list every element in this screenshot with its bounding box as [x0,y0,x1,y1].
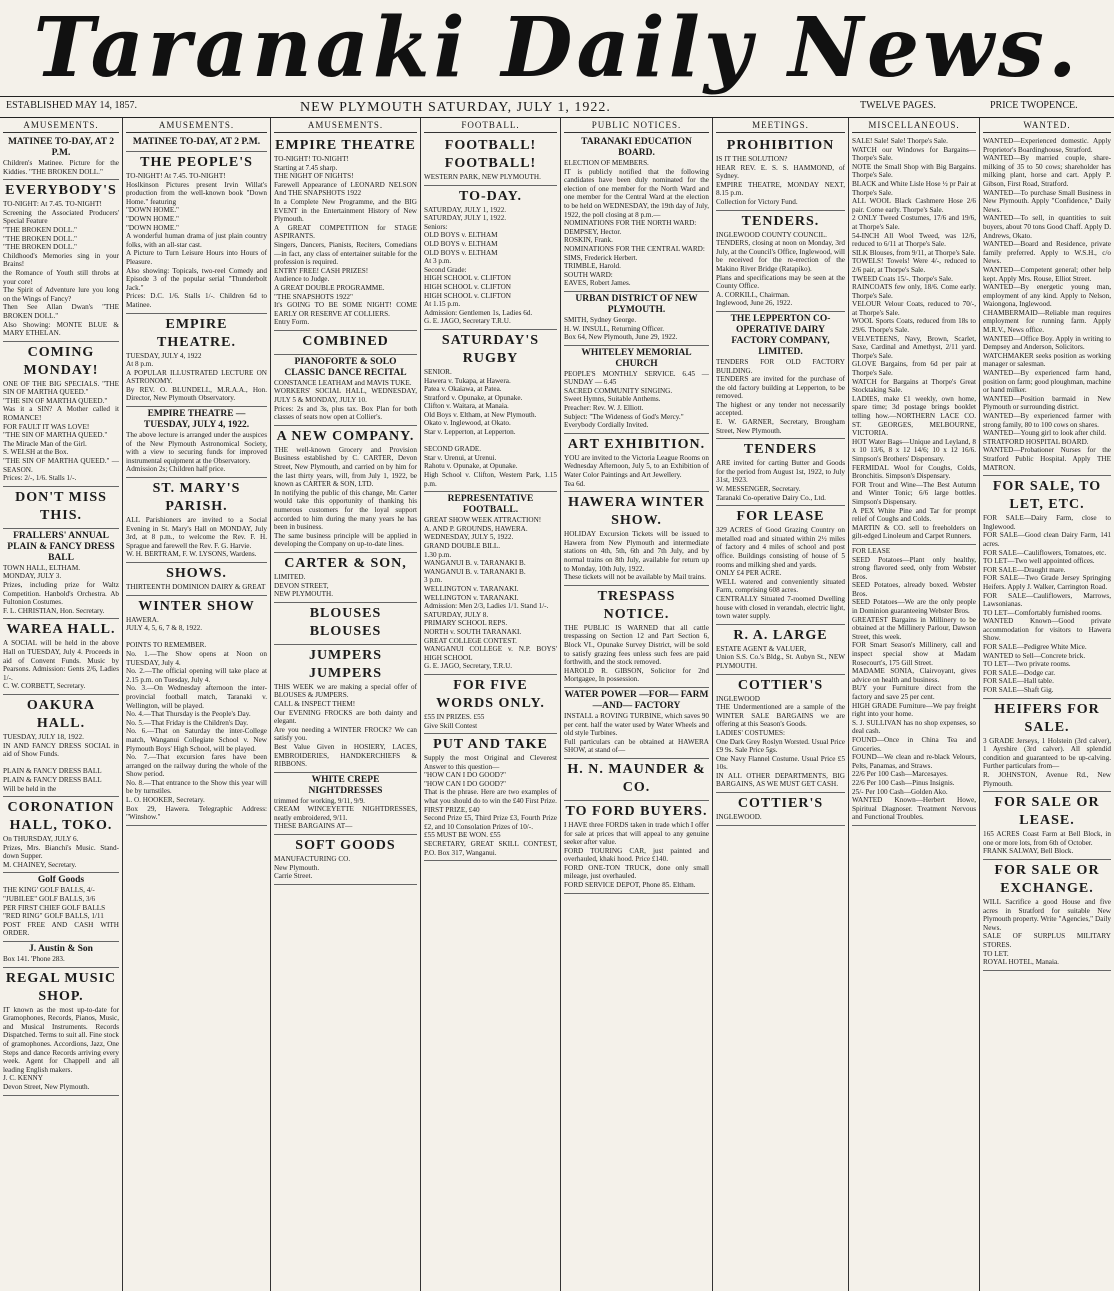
advertisement [126,407,267,478]
column-heading: AMUSEMENTS. [274,118,417,133]
ad-body: Supply the most Original and Cleverest Answer to this question— "HOW CAN I DO GOOD?" "HOW CAN I DO GOOD?" That is the phrase. Here are two examples of what you should do to win the £40 First Prize. FIRST PRIZE, £40 Second Prize £5, Third Prize £3, Fourth Prize £2, and 10 Consolation Prizes of 10/-. £55 MUST BE WON. £55 SECRETARY, GREAT SKILL CONTEST, P.O. Box 317, Wanganui. [424,754,557,857]
ad-headline: A NEW COMPANY. [276,428,415,444]
ad-headline: WINTER SHOW [138,598,255,614]
column-heading: PUBLIC NOTICES. [564,118,709,133]
ad-headline: H. N. MAUNDER & CO. [567,761,706,795]
advertisement [716,625,845,675]
ad-headline: PIANOFORTE & SOLO CLASSIC DANCE RECITAL [284,356,407,378]
column-heading: AMUSEMENTS. [3,118,119,133]
advertisement [716,506,845,625]
advertisement [424,675,557,734]
ad-headline: TO-DAY. [459,188,522,204]
ad-headline: EVERYBODY'S [5,183,117,199]
page-count: TWELVE PAGES. [860,100,936,111]
ad-body: SENIOR. Hawera v. Tukapa, at Hawera. Patea v. Okaiawa, at Patea. Stratford v. Opunake, at Opunake. Clifton v. Waitara, at Manaia. Old Boys v. Eltham, at New Plymouth. Okato v. Inglewood, at Okato. Star v. Lepperton, at Lepperton. SECOND GRADE. Star v. Urenui, at Urenui. Rahotu v. Opunake, at Opunake. High School v. Clifton, Western Park, 1.15 p.m. [424,367,557,488]
advertisement [3,529,119,620]
column-1 [0,118,123,1291]
advertisement [126,478,267,563]
ad-body: MANUFACTURING CO. New Plymouth. Carrie Street. [274,855,351,881]
ad-body: A SOCIAL will be held in the above Hall on TUESDAY, July 4. Proceeds in aid of Convent Funds. Music by Pearsons. Admission: Gents 2/6, Ladies 1/-. C. W. CORBETT, Secretary. [3,639,119,691]
column-heading: MEETINGS. [716,118,845,133]
ad-body: PEOPLE'S MONTHLY SERVICE. 6.45 — SUNDAY — 6.45 SACRED COMMUNITY SINGING. Sweet Hymns, Suitable Anthems. Preacher: Rev. W. J. Elliott. Subject: "The Wideness of God's Mercy." Everybody Cordially Invited. [564,369,709,430]
advertisement [983,792,1111,860]
ad-body: 329 ACRES of Good Grazing Country on metalled road and situated within 2½ miles of factory and 4 miles of school and post office. Buildings consisting of house of 5 rooms and milking shed and yards. ONLY £4 PER ACRE. WELL watered and conveniently situated Farm, comprising 608 acres. CENTRALLY Situated 7-roomed Dwelling house with closed in verandah, electric light, town water supply. [716,526,845,621]
ad-body: 3 GRADE Jerseys, 1 Holstein (3rd calver), 1 Ayrshire (3rd calver). All splendid condition and guaranteed to be up-calving. Further particulars from— R. JOHNSTON, Avenue Rd., New Plymouth. [983,736,1111,788]
ad-headline: J. Austin & Son [29,944,93,955]
ad-headline: COMING MONDAY! [23,344,99,378]
advertisement [274,553,417,603]
column-5 [561,118,713,1291]
advertisement [274,773,417,835]
ad-headline: MATINEE TO-DAY, AT 2 P.M. [7,137,115,158]
ad-body: ARE invited for carting Butter and Goods for the period from August 1st, 1922, to July 31st, 1923. W. MESSENGER, Secretary. Taranaki Co-operative Dairy Co., Ltd. [716,459,845,502]
advertisement [274,426,417,553]
advertisement [274,645,417,773]
advertisement [852,135,976,545]
ad-headline: TO FORD BUYERS. [565,803,708,819]
ad-headline: REGAL MUSIC SHOP. [5,970,117,1004]
advertisement [564,492,709,586]
ad-body: ALL Parishioners are invited to a Social Evening in St. Mary's Hall on MONDAY, July 3rd, at 8 p.m., to welcome the Rev. F. H. Sprague and farewell the Rev. F. G. Harvie. W. H. BERTRAM, F. W. LYSONS, Wardens. [126,516,267,559]
ad-headline: CARTER & SON, [284,555,407,571]
advertisement [126,135,267,152]
ad-headline: PROHIBITION [726,138,835,153]
ad-body: I HAVE three FORDS taken in trade which I offer for sale at prices that will appeal to any genuine seeker after value. FORD TOURING CAR, just painted and overhauled, khaki hood. Price £140. FORD ONE-TON TRUCK, done only small mileage, just overhauled. FORD SERVICE DEPOT, Phone 85. Eltham. [564,820,709,890]
newspaper-columns [0,118,1114,1291]
advertisement [716,439,845,506]
advertisement [716,135,845,211]
ad-body: GREAT SHOW WEEK ATTRACTION! A. AND P. GROUNDS, HAWERA. WEDNESDAY, JULY 5, 1922. GRAND DOUBLE BILL. 1.30 p.m. WANGANUI B. v. TARANAKI B. WANGANUI B. v. TARANAKI B. 3 p.m. WELLINGTON v. TARANAKI. WELLINGTON v. TARANAKI. Admission: Men 2/3, Ladies 1/1. Stand 1/-. SATURDAY, JULY 8. PRIMARY SCHOOL REPS. NORTH v. SOUTH TARANAKI. GREAT COLLEGE CONTEST. WANGANUI COLLEGE v. N.P. BOYS' HIGH SCHOOL G. E. JAGO, Secretary, T.R.U. [424,516,557,671]
ad-body: THE PUBLIC IS WARNED that all cattle trespassing on Section 12 and Part Section 6, Block VI., Opunake Survey District, will be sold to satisfy grazing fees unless such fees are paid forthwith, and the stock removed. HAROLD R. GIBSON, Solicitor for 2nd Mortgagee, In possession. [564,623,709,684]
advertisement [983,476,1111,698]
column-heading: FOOTBALL. [424,118,557,133]
column-2 [123,118,271,1291]
advertisement [564,586,709,688]
ad-headline: TENDERS. [741,213,820,229]
ad-body: HOLIDAY Excursion Tickets will be issued to Hawera from New Plymouth and intermediate stations on 4th, 5th, 6th and 7th July, and by normal trains on 8th July, available for return up to Monday, 10th July, 1922. These tickets will not be available by Mail trains. [564,530,709,582]
advertisement [126,152,267,314]
ad-headline: FOR SALE, TO LET, ETC. [992,479,1102,513]
advertisement [564,688,709,759]
ad-body: ELECTION OF MEMBERS. IT is publicly notified that the following candidates have been duly nominated for the election of one member for the North Ward and one member for the Central Ward at the election to be held on WEDNESDAY, the 19th day of July, 1922, the poll closing at 8 p.m.— NOMINATIONS FOR THE NORTH WARD: DEMPSEY, Hector. ROSKIN, Frank. NOMINATIONS FOR THE CENTRAL WARD: SIMS, Frederick Herbert. TRIMBLE, Harold. SOUTH WARD: EAVES, Robert James. [564,159,709,288]
ad-body: INGLEWOOD COUNTY COUNCIL. TENDERS, closing at noon on Monday, 3rd July, at the Council's Office, Inglewood, will be received for the re-erection of the Makino River Bridge (Ratapiko). Plans and specifications may be seen at the County Office. A. CORKILL, Chairman. Inglewood, June 26, 1922. [716,230,845,308]
advertisement [3,797,119,873]
ad-headline: COTTIER'S [737,677,824,693]
advertisement [3,695,119,797]
column-heading: MISCELLANEOUS. [852,118,976,133]
advertisement [983,860,1111,971]
advertisement [564,292,709,346]
ad-headline: DON'T MISS THIS. [15,489,107,523]
column-4 [421,118,561,1291]
advertisement [3,342,119,487]
advertisement [852,545,976,826]
advertisement [3,180,119,342]
advertisement [424,135,557,186]
ad-headline: EMPIRE THEATRE [275,138,416,153]
ad-headline: MATINEE TO-DAY, AT 2 P.M. [132,137,261,147]
ad-headline: FOR SALE OR EXCHANGE. [994,862,1100,896]
advertisement [424,330,557,492]
advertisement [3,942,119,968]
ad-body: IS IT THE SOLUTION? HEAR REV. E. S. S. HAMMOND, of Sydney. EMPIRE THEATRE, MONDAY NEXT, 8.15 p.m. Collection for Victory Fund. [716,155,845,206]
ad-headline: COMBINED [302,333,389,349]
ad-headline: CORONATION HALL, TOKO. [7,800,115,834]
ad-body: The above lecture is arranged under the auspices of the New Plymouth Astronomical Society, with a view to securing funds for improved instrumental equipment at the Observatory. Admission 2s; Children half price. [126,431,267,474]
advertisement [3,968,119,1096]
ad-body: TUESDAY, JULY 18, 1922. IN AND FANCY DRESS SOCIAL in aid of Show Funds. PLAIN & FANCY DRESS BALL PLAIN & FANCY DRESS BALL Will be held in the [3,732,119,793]
ad-body: SALE! Sale! Sale! Thorpe's Sale. WATCH our Windows for Bargains—Thorpe's Sale. NOTE the Small Shop with Big Bargains. Thorpe's Sale. BLACK and White Lisle Hose ½ pr Pair at Thorpe's Sale. ALL WOOL Black Cashmere Hose 2/6 pair. Come early. Thorpe's Sale. 2 ONLY Tweed Costumes, 17/6 and 19/6, at Thorpe's Sale. 54-INCH All Wool Tweed, was 12/6, reduced to 6/11 at Thorpe's Sale. SILK Blouses, from 9/11, at Thorpe's Sale. TOWELS! Towels! Were 4/-, reduced to 2/6 pair, at Thorpe's Sale. TWEED Coats 15/-. Thorpe's Sale. RAINCOATS few only, 18/6. Come early. Thorpe's Sale. VELOUR Velour Coats, reduced to 70/-, at Thorpe's Sale. WOOL Sports Coats, reduced from 18s to 29/6. Thorpe's Sale. VELVETEENS, Navy, Brown, Scarlet, Saxe, Cardinal and Amethyst, 2/11 yard. Thorpe's Sale. GLOVE Bargains, from 6d per pair at Thorpe's Sale. WATCH for Bargains at Thorpe's Great Stocktaking Sale. LADIES, make £1 weekly, own home, spare time; 3d postage brings booklet telling how.—NORTHERN LACE CO. ST. GEORGES, MELBOURNE, VICTORIA. HOT Water Bags—Unique and Leyland, 8 x 10 13/6, 8 x 12 14/6; 10 x 12 16/6. Simpson's Brothers' Dispensary. FERMIDAL Wool for Coughs, Colds, Bronchitis. Simpson's Dispensary. FOR Trout and Wine—The Best Autumn and Winter Tonic; 6/6 large bottles. Simpson's Dispensary. A PEX White Pine and Tar for prompt relief of Coughs and Colds. MARTIN & CO. sell to freeholders on gilt-edged Linoleum and Carpet Runners. [852,137,976,541]
ad-headline: HAWERA WINTER SHOW. [568,495,705,529]
ad-body: TOWN HALL, ELTHAM. MONDAY, JULY 3. Prizes, including prize for Waltz Competition. Hanbold's Orchestra. Ab Fultonion Costumes. F. L. CHRISTIAN, Hon. Secretary. [3,563,119,615]
ad-headline: SHOWS. [166,566,227,581]
ad-headline: THE PEOPLE'S [140,155,253,170]
ad-body: FOR SALE—Dairy Farm, close to Inglewood. FOR SALE—Good clean Dairy Farm, 141 acres. FOR SALE—Cauliflowers, Tomatoes, etc. TO LET—Two well appointed offices. FOR SALE—Draught mare. FOR SALE—Two Grade Jersey Springing Heifers. Apply J. Walker, Carrington Road. FOR SALE—Cauliflowers, Marrows, Lawsonianas. TO LET—Comfortably furnished rooms. WANTED Known—Good private accommodation for visitors to Hawera Show. FOR SALE—Pedigree White Mice. WANTED to Sell—Concrete brick. TO LET—Two private rooms. FOR SALE—Dodge car. FOR SALE—Hall table. FOR SALE—Shaft Gig. [983,514,1111,695]
column-heading: WANTED. [983,118,1111,133]
advertisement [3,619,119,695]
ad-body: THIRTEENTH DOMINION DAIRY & GREAT [126,583,266,591]
advertisement [424,186,557,330]
column-3 [271,118,421,1291]
ad-headline: FOR LEASE [736,509,825,525]
ad-body: IT known as the most up-to-date for Gramophones, Records, Pianos, Music, and Musical Instruments. Records Dispatched. Terms to suit all. Fine stock of gramophones. Accordions, Jazz, One Steps and dance Records arriving every week. Agent for Chappell and all leading English makers. J. C. KENNY Devon Street, New Plymouth. [3,1005,119,1091]
advertisement [424,734,557,861]
ad-headline: R. A. LARGE [733,627,828,643]
ad-headline: WHITELEY MEMORIAL CHURCH [581,347,692,369]
ad-body: SATURDAY, JULY 1, 1922. SATURDAY, JULY 1, 1922. Seniors: OLD BOYS v. ELTHAM OLD BOYS v. ELTHAM OLD BOYS v. ELTHAM At 3 p.m. Second Grade: HIGH SCHOOL v. CLIFTON HIGH SCHOOL v. CLIFTON HIGH SCHOOL v. CLIFTON At 1.15 p.m. Admission: Gentlemen 1s, Ladies 6d. G. E. JAGO, Secretary T.R.U. [424,205,533,326]
ad-body: On THURSDAY, JULY 6. Prizes, Mrs. Bianchi's Music. Stand-down Supper. M. CHAINEY, Secretary. [3,835,119,869]
advertisement [564,759,709,801]
ad-body: WANTED—Experienced domestic. Apply Proprietor's Boardinghouse, Stratford. WANTED—By married couple, share-milking of 35 to 50 cows; shareholder has milking plant, horse and cart. Apply P. Gibson, First Road, Stratford. WANTED—To purchase Small Business in New Plymouth. Apply "Confidence," Daily News. WANTED—To sell, in quantities to suit buyers, about 70 tons Good Chaff. Apply D. Andrews, Okato. WANTED—Board and Residence, private family preferred. Apply to W.S.H., c/o News. WANTED—Competent general; other help kept. Apply Mrs. Rouse, Elliot Street. WANTED—By energetic young man, employment of any kind. Apply to Nelson, Waiongona, Inglewood. CHAMBERMAID—Reliable man requires employment for running farm. Apply M.R.V., News office. WANTED—Office Boy. Apply in writing to Dempsey and Anderson, Solicitors. WATCHMAKER seeks position as working manager or salesman. WANTED—By experienced farm hand, position on farm; good ploughman, machine or hand milker. WANTED—Position barmaid in New Plymouth or surrounding district. WANTED—By experienced farmer with strong family, 80 to 100 cows on shares. WANTED—Young girl to look after child. STRATFORD HOSPITAL BOARD. WANTED—Probationer Nurses for the Stratford Public Hospital. Apply THE MATRON. [983,137,1111,472]
column-heading: AMUSEMENTS. [126,118,267,133]
ad-headline: OAKURA HALL. [26,697,96,731]
ad-body: TO-NIGHT! At 7.45. TO-NIGHT! Hoslkinson Pictures present Irvin Willat's production from the well-known book "Down Home." featuring "DOWN HOME." "DOWN HOME." "DOWN HOME." A wonderful human drama of just plain country folks, with an all-star cast. A Picture to Turn Leisure Hours into Hours of Pleasure. Also showing: Topicals, two-reel Comedy and Episode 3 of the popular serial "Thunderbolt Jack." Prices: D.C. 1/6. Stalls 1/-. Children 6d to Matinee. [126,172,267,309]
advertisement [716,211,845,312]
price: PRICE TWOPENCE. [990,100,1078,111]
ad-body: LIMITED. DEVON STREET, NEW PLYMOUTH. [274,572,334,599]
advertisement [274,835,417,885]
ad-body: INSTALL a ROVING TURBINE, which saves 90 per cent. half the water used by Water Wheels and old style Turbines. Full particulars can be obtained at HAWERA SHOW, at stand of— [564,711,709,755]
ad-body: TUESDAY, JULY 4, 1922 At 8 p.m. A POPULAR ILLUSTRATED LECTURE ON ASTRONOMY. By REV. O. BLUNDELL, M.R.A.A., Hon. Director, New Plymouth Observatory. [126,351,267,403]
ad-body: HAWERA. JULY 4, 5, 6, 7 & 8, 1922. POINTS TO REMEMBER. No. 1.—The Show opens at Noon on TUESDAY, July 4. No. 2.—The official opening will take place at 2.15 p.m. on Tuesday, July 4. No. 3.—On Wednesday afternoon the inter-provincial football match, Taranaki v. Wellington, will be played. No. 4.—That Thursday is the People's Day. No. 5.—That Friday is the Children's Day. No. 6.—That on Saturday the inter-College match, Wanganui Collegiate School v. New Plymouth Boys' High School, will be played. No. 7.—That excursion fares have been arranged on the railway during the whole of the Show period. No. 8.—That entrance to the Show this year will be by turnstiles. L. O. HOOKER, Secretary. Box 29, Hawera. Telegraphic Address: "Winshow." [126,615,267,822]
ad-headline: FOR SALE OR LEASE. [994,795,1100,829]
advertisement [983,135,1111,476]
ad-body: INGLEWOOD. [716,813,762,822]
ad-headline: COTTIER'S [737,796,824,812]
ad-body: WILL Sacrifice a good House and five acres in Stratford for suitable New Plymouth property. Write "Agencies," Daily News. SALE OF SURPLUS MILITARY STORES. TO LET. ROYAL HOTEL, Manaia. [983,897,1111,967]
column-6 [713,118,849,1291]
ad-headline: TENDERS [743,442,818,458]
advertisement [3,873,119,942]
ad-headline: ST. MARY'S PARISH. [152,481,241,515]
ad-headline: FOOTBALL! FOOTBALL! [444,138,537,171]
advertisement [564,801,709,894]
advertisement [274,355,417,426]
ad-body: INGLEWOOD THE Undermentioned are a sample of the WINTER SALE BARGAINS we are offering at this Season's Goods. LADIES' COSTUMES: One Dark Grey Roslyn Worsted. Usual Price £9 9s. Sale Price 5gs. One Navy Flannel Costume. Usual Price £5 10s. IN ALL OTHER DEPARTMENTS, BIG BARGAINS, AS WE MUST GET CASH. [716,694,845,789]
established-line: ESTABLISHED MAY 14, 1857. [6,100,137,111]
ad-body: YOU are invited to the Victoria League Rooms on Wednesday Afternoon, July 5, to an Exhibition of Water Color Paintings and Art Jewellery. Tea 6d. [564,453,709,488]
advertisement [716,675,845,794]
ad-headline: JUMPERS JUMPERS [308,647,383,681]
ad-headline: BLOUSES BLOUSES [309,605,382,639]
ad-body: THE KING' GOLF BALLS, 4/- "JUBILEE" GOLF BALLS, 3/6 PER FIRST CHIEF GOLF BALLS "RED RING" GOLF BALLS, 1/11 POST FREE AND CASH WITH ORDER. [3,886,119,938]
ad-body: £55 IN PRIZES. £55 Give Skill Contest [424,712,485,730]
ad-headline: Golf Goods [37,875,85,886]
ad-headline: EMPIRE THEATRE. [157,316,236,350]
ad-headline: REPRESENTATIVE FOOTBALL. [447,494,534,516]
ad-headline: TARANAKI EDUCATION BOARD. [581,137,692,158]
advertisement [716,793,845,826]
ad-headline: FRALLERS' ANNUAL PLAIN & FANCY DRESS BALL [7,530,115,563]
column-8 [980,118,1114,1291]
ad-body: TO-NIGHT: At 7.45. TO-NIGHT! Screening the Associated Producers' Special Feature "THE BROKEN DOLL." "THE BROKEN DOLL." "THE BROKEN DOLL." Childhood's Memories sing in your Brains! the Romance of Youth still throbs at your core! The Spirit of Adventure lure you long on the Wings of Fancy? Then See Allan Dwan's "THE BROKEN DOLL." Also Showing: MONTE BLUE & MARY ETHELAN. [3,200,119,338]
newspaper-title: Taranaki Daily News. [33,0,1081,96]
advertisement [126,314,267,408]
ad-body: WESTERN PARK, NEW PLYMOUTH. [424,173,541,181]
ad-headline: WAREA HALL. [6,622,116,638]
ad-headline: WHITE CREPE NIGHTDRESSES [308,774,383,796]
ad-body: THIS WEEK we are making a special offer of BLOUSES & JUMPERS. CALL & INSPECT THEM! Our EVENING FROCKS are both dainty and elegant. Are you needing a WINTER FROCK? We can satisfy you. Best Value Given in HOSIERY, LACES, EMBROIDERIES, HANDKERCHIEFS & RIBBONS. [274,682,417,769]
advertisement [126,563,267,596]
ad-body: Children's Matinee. Picture for the Kiddies. "THE BROKEN DOLL." [3,159,119,176]
ad-body: TENDERS FOR OLD FACTORY BUILDING. TENDERS are invited for the purchase of the old factory building at Lepperton, to be removed. The highest or any tender not necessarily accepted. E. W. GARNER, Secretary, Brougham Street, New Plymouth. [716,357,845,435]
advertisement [3,135,119,180]
advertisement [983,699,1111,793]
ad-headline: SOFT GOODS [295,838,396,854]
ad-body: SMITH, Sydney George. H. W. INSULL, Returning Officer. Box 64, New Plymouth, June 29, 1922. [564,315,678,342]
ad-headline: PUT AND TAKE [433,737,548,753]
ad-headline: TRESPASS NOTICE. [597,588,676,622]
ad-body: 165 ACRES Coast Farm at Bell Block, in one or more lots, from 6th of October. FRANK SALWAY, Bell Block. [983,830,1111,856]
ad-body: THE well-known Grocery and Provision Business established by C. CARTER, Devon Street, New Plymouth, and carried on by him for the last thirty years, will, from July 1, 1922, be known as CARTER & SON, LTD. In notifying the public of this change, Mr. Carter would take this opportunity of thanking his numerous customers for the loyal support accorded to him during the many years he has been in business. The same business principle will be applied in developing the Company on up-to-date lines. [274,445,417,549]
ad-headline: WATER POWER —FOR— FARM —AND— FACTORY [564,689,709,711]
ad-headline: HEIFERS FOR SALE. [994,701,1100,735]
ad-headline: FOR FIVE WORDS ONLY. [436,677,545,711]
ad-body: ESTATE AGENT & VALUER, Union S.S. Co.'s Bldg., St. Aubyn St., NEW PLYMOUTH. [716,644,845,670]
issue-date: NEW PLYMOUTH SATURDAY, JULY 1, 1922. [300,100,611,115]
advertisement [716,312,845,439]
ad-body: TO-NIGHT! TO-NIGHT! Starting at 7.45 sharp. THE NIGHT OF NIGHTS! Farewell Appearance of LEONARD NELSON And THE SNAPSHOTS 1922 In a Complete New Programme, and the BIG EVENT in the Entertainment History of New Plymouth. A GREAT COMPETITION for STAGE ASPIRANTS. Singers, Dancers, Pianists, Reciters, Comedians—in fact, any class of entertainer suitable for the profession is required. ENTRY FREE! CASH PRIZES! Audience to Judge. A GREAT DOUBLE PROGRAMME. "THE SNAPSHOTS 1922" It's GOING TO BE SOME NIGHT! COME EARLY OR RESERVE AT COLLIERS. Entry Form. [274,155,417,327]
ad-body: trimmed for working, 9/11, 9/9. CREAM WINCEYETTE NIGHTDRESSES, neatly embroidered, 9/11. THESE BARGAINS AT— [274,796,417,831]
advertisement [274,331,417,355]
dateline-bar [0,96,1114,118]
ad-body: Box 141. 'Phone 283. [3,955,65,964]
ad-headline: EMPIRE THEATRE — TUESDAY, JULY 4, 1922. [143,409,250,431]
ad-headline: SATURDAY'S RUGBY [441,332,540,366]
advertisement [424,492,557,675]
ad-headline: THE LEPPERTON CO-OPERATIVE DAIRY FACTORY COMPANY, LIMITED. [730,313,831,357]
ad-body: ONE OF THE BIG SPECIALS. "THE SIN OF MARTHA QUEED." "THE SIN OF MARTHA QUEED." Was it a SIN? A Mother called it ROMANCE! FOR FAULT IT WAS LOVE! "THE SIN OF MARTHA QUEED." The Miracle Man of the Girl. S. WELSH at the Box. "THE SIN OF MARTHA QUEED." — SEASON. Prices: 2/-, 1/6. Stalls 1/-. [3,379,119,483]
advertisement [564,434,709,492]
advertisement [3,487,119,529]
ad-headline: URBAN DISTRICT OF NEW PLYMOUTH. [575,293,698,315]
masthead [0,0,1114,100]
ad-body: CONSTANCE LEATHAM and MAVIS TUKE. WORKERS' SOCIAL HALL, WEDNESDAY, JULY 5 & MONDAY, JULY 10. Prices: 2s and 3s, plus tax. Box Plan for both classes of seats now open at Collier's. [274,378,417,422]
ad-body: FOR LEASE SEED Potatoes—Plant only healthy, strong flavored seed, only from Webster Bros. SEED Potatoes, already boxed. Webster Bros. SEED Potatoes—We are the only people in Dominion guaranteeing Webster Bros. GREATEST Bargains in Millinery to be obtained at the Millinery Parlour, Dawson Street, this week. FOR Smart Season's Millinery, call and inspect special show at Madam Rosecourt's, 175 Gill Street. MADAME SONIA, Clairvoyant, gives advice on health and business. BUY your Furniture direct from the factory and save 25 per cent. HIGH GRADE Furniture—We pay freight right into your home. S. J. SULLIVAN has no shop expenses, so deal cash. FOUND—Once in China Tea and Groceries. FOUND—We clean and re-black Velours, Pelts, Panamas, and Straws. 22/6 Per 100 Cash—Marcesayes. 22/6 Per 100 Cash—Pinus Insignis. 25/- Per 100 Cash—Golden Ako. WANTED Known—Herbert Howe, Spiritual Diagnoser. Treatment Nervous and Functional Troubles. [852,546,976,822]
advertisement [126,596,267,826]
advertisement [274,135,417,331]
advertisement [564,346,709,434]
advertisement [274,603,417,645]
ad-headline: ART EXHIBITION. [567,436,706,452]
advertisement [564,135,709,292]
column-7 [849,118,980,1291]
